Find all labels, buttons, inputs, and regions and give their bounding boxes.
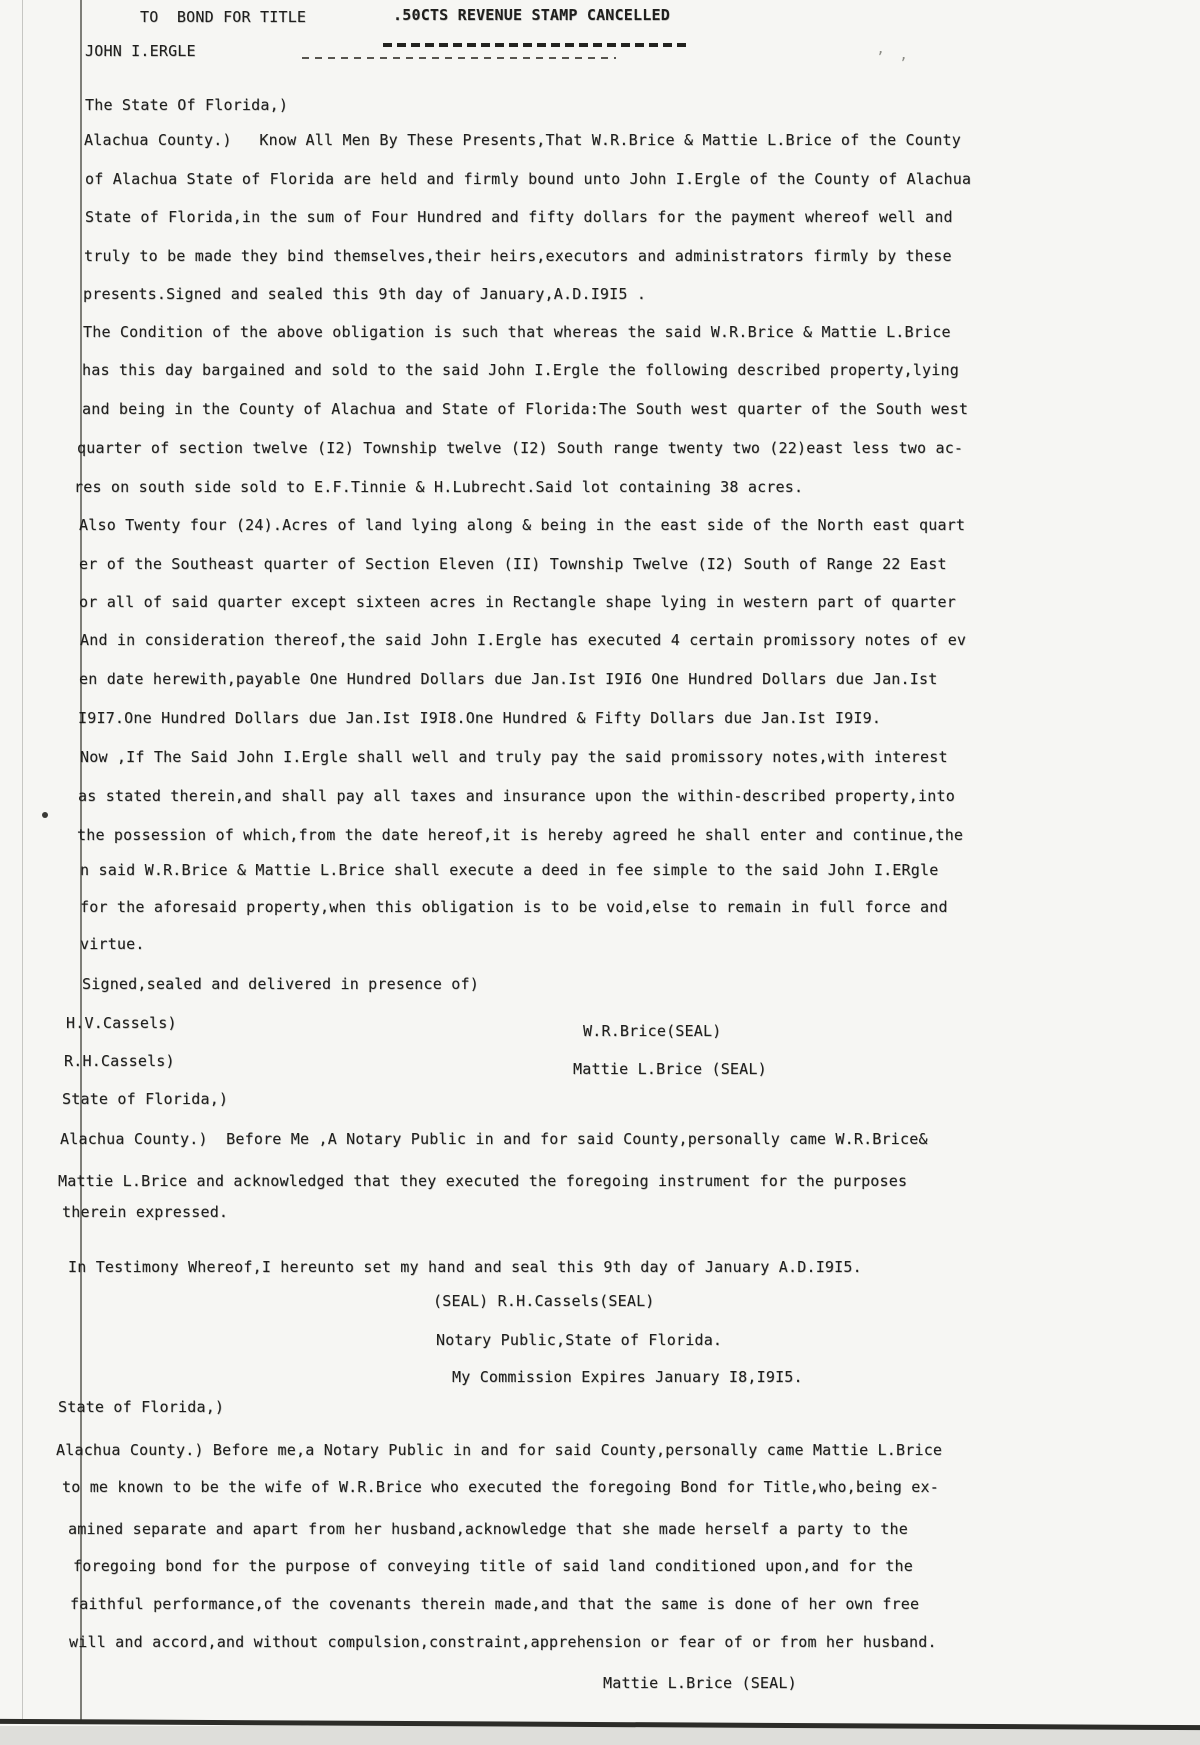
signature-rule-dashes xyxy=(302,57,616,59)
dower-ack-line: amined separate and apart from her husband,acknowledge that she made herself a party to the xyxy=(68,1520,908,1538)
body-line: State of Florida,in the sum of Four Hundred and fifty dollars for the payment whereof well and xyxy=(85,208,953,226)
ink-speck: ’ xyxy=(876,50,885,66)
body-line: The Condition of the above obligation is such that whereas the said W.R.Brice & Mattie L.Brice xyxy=(83,323,951,341)
dower-ack-line: will and accord,and without compulsion,constraint,apprehension or fear of or from her husband. xyxy=(69,1633,937,1651)
witness-name: R.H.Cassels) xyxy=(64,1052,175,1070)
revenue-stamp-note: .50CTS REVENUE STAMP CANCELLED xyxy=(393,6,670,24)
notary-ack-line: Mattie L.Brice and acknowledged that they executed the foregoing instrument for the purposes xyxy=(58,1172,908,1190)
grantee-name: JOHN I.ERGLE xyxy=(85,42,196,60)
notary-title-line: Notary Public,State of Florida. xyxy=(436,1331,723,1349)
body-line: I9I7.One Hundred Dollars due Jan.Ist I9I8.One Hundred & Fifty Dollars due Jan.Ist I9I9. xyxy=(78,709,882,727)
body-line: virtue. xyxy=(80,935,145,953)
document-caption: TO BOND FOR TITLE xyxy=(140,8,307,26)
dower-ack-line: Alachua County.) Before me,a Notary Public in and for said County,personally came Mattie L.Brice xyxy=(56,1441,943,1459)
notary-ack-line: therein expressed. xyxy=(62,1203,229,1221)
witness-name: H.V.Cassels) xyxy=(66,1014,177,1032)
state-caption: State of Florida,) xyxy=(58,1398,225,1416)
signer-seal: W.R.Brice(SEAL) xyxy=(583,1022,722,1040)
dower-ack-line: foregoing bond for the purpose of conveying title of said land conditioned upon,and for the xyxy=(73,1557,913,1575)
body-line: of Alachua State of Florida are held and firmly bound unto John I.Ergle of the County of Alachua xyxy=(85,170,972,188)
body-line: Alachua County.) Know All Men By These Presents,That W.R.Brice & Mattie L.Brice of the County xyxy=(84,131,961,149)
body-line: truly to be made they bind themselves,their heirs,executors and administrators firmly by these xyxy=(84,247,952,265)
body-line: quarter of section twelve (I2) Township twelve (I2) South range twenty two (22)east less two ac- xyxy=(77,439,964,457)
body-line: Now ,If The Said John I.Ergle shall well and truly pay the said promissory notes,with interest xyxy=(80,748,948,766)
notary-ack-line: Alachua County.) Before Me ,A Notary Public in and for said County,personally came W.R.Brice& xyxy=(60,1130,928,1148)
body-line: n said W.R.Brice & Mattie L.Brice shall execute a deed in fee simple to the said John I.ERgle xyxy=(80,861,939,879)
ink-speck: ’ xyxy=(899,56,908,72)
body-line: as stated therein,and shall pay all taxes and insurance upon the within-described property,into xyxy=(78,787,955,805)
body-line: or all of said quarter except sixteen acres in Rectangle shape lying in western part of quarter xyxy=(79,593,956,611)
ink-speck xyxy=(42,812,48,818)
cancellation-dashes xyxy=(383,43,688,47)
body-line: presents.Signed and sealed this 9th day of January,A.D.I9I5 . xyxy=(83,285,647,303)
body-line: res on south side sold to E.F.Tinnie & H.Lubrecht.Said lot containing 38 acres. xyxy=(74,478,804,496)
state-caption: State of Florida,) xyxy=(62,1090,229,1108)
attestation-line: Signed,sealed and delivered in presence of) xyxy=(82,975,479,993)
body-line: And in consideration thereof,the said John I.Ergle has executed 4 certain promissory notes of ev xyxy=(80,631,967,649)
body-line: and being in the County of Alachua and State of Florida:The South west quarter of the South west xyxy=(82,400,969,418)
body-line: Also Twenty four (24).Acres of land lying along & being in the east side of the North east quart xyxy=(79,516,966,534)
body-line: er of the Southeast quarter of Section Eleven (II) Township Twelve (I2) South of Range 22 East xyxy=(79,555,947,573)
body-line: the possession of which,from the date hereof,it is hereby agreed he shall enter and continue,the xyxy=(77,826,964,844)
body-line: The State Of Florida,) xyxy=(85,96,289,114)
testimony-line: In Testimony Whereof,I hereunto set my hand and seal this 9th day of January A.D.I9I5. xyxy=(68,1258,862,1276)
dower-signature-seal: Mattie L.Brice (SEAL) xyxy=(603,1674,797,1692)
dower-ack-line: faithful performance,of the covenants therein made,and that the same is done of her own free xyxy=(70,1595,920,1613)
signer-seal: Mattie L.Brice (SEAL) xyxy=(573,1060,767,1078)
notary-seal-line: (SEAL) R.H.Cassels(SEAL) xyxy=(433,1292,655,1310)
body-line: for the aforesaid property,when this obligation is to be void,else to remain in full force and xyxy=(80,898,948,916)
left-margin-faint-rule xyxy=(22,0,23,1724)
body-line: has this day bargained and sold to the said John I.Ergle the following described property,lying xyxy=(82,361,959,379)
body-line: en date herewith,payable One Hundred Dollars due Jan.Ist I9I6 One Hundred Dollars due Jan.Ist xyxy=(79,670,938,688)
dower-ack-line: to me known to be the wife of W.R.Brice who executed the foregoing Bond for Title,who,being ex- xyxy=(62,1478,939,1496)
commission-line: My Commission Expires January I8,I9I5. xyxy=(452,1368,803,1386)
